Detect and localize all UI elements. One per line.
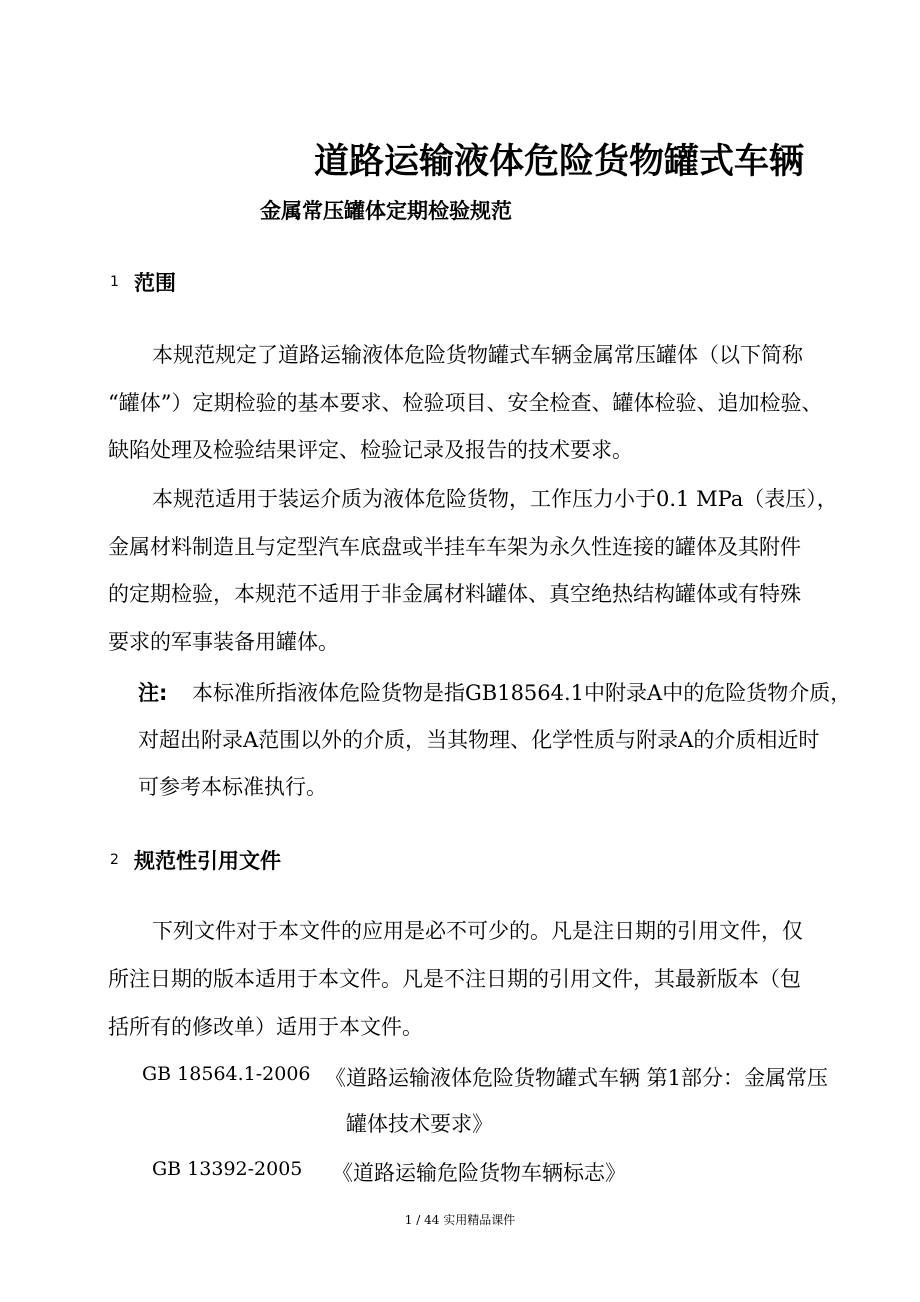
section-1-para2-line2: 金属材料制造且与定型汽车底盘或半挂车车架为永久性连接的罐体及其附件 — [108, 535, 801, 559]
section-1-para1-line3: 缺陷处理及检验结果评定、检验记录及报告的技术要求。 — [108, 438, 633, 462]
document-subtitle: 金属常压罐体定期检验规范 — [260, 199, 512, 223]
ref-1-name-line1: 《道路运输液体危险货物罐式车辆 第1部分：金属常压 — [325, 1066, 829, 1090]
section-1-heading: 范围 — [134, 271, 176, 295]
note-line1: 本标准所指液体危险货物是指GB18564.1中附录A中的危险货物介质， — [192, 681, 852, 705]
section-2-number: 2 — [110, 852, 119, 868]
ref-1-code: GB 18564.1-2006 — [142, 1063, 311, 1085]
note-label: 注: — [138, 681, 168, 705]
ref-1-name-line2: 罐体技术要求》 — [346, 1112, 493, 1136]
section-1-para2-line4: 要求的军事装备用罐体。 — [108, 630, 339, 654]
section-2-heading: 规范性引用文件 — [134, 849, 281, 873]
section-2-para1-line1: 下列文件对于本文件的应用是必不可少的。凡是注日期的引用文件，仅 — [152, 919, 803, 943]
ref-2-name: 《道路运输危险货物车辆标志》 — [332, 1161, 626, 1185]
section-2-para1-line3: 括所有的修改单）适用于本文件。 — [108, 1015, 423, 1039]
ref-2-code: GB 13392-2005 — [152, 1158, 303, 1180]
section-1-number: 1 — [110, 274, 119, 290]
document-title: 道路运输液体危险货物罐式车辆 — [314, 142, 805, 182]
section-1-para2-line1: 本规范适用于装运介质为液体危险货物，工作压力小于0.1 MPa（表压）， — [152, 487, 838, 511]
section-1-para1-line2: “罐体”）定期检验的基本要求、检验项目、安全检查、罐体检验、追加检验、 — [108, 391, 823, 415]
note-line3: 可参考本标准执行。 — [138, 775, 327, 799]
section-1-para1-line1: 本规范规定了道路运输液体危险货物罐式车辆金属常压罐体（以下简称 — [152, 343, 803, 367]
note-line2: 对超出附录A范围以外的介质，当其物理、化学性质与附录A的介质相近时 — [138, 728, 820, 752]
section-1-para2-line3: 的定期检验，本规范不适用于非金属材料罐体、真空绝热结构罐体或有特殊 — [108, 582, 801, 606]
section-2-para1-line2: 所注日期的版本适用于本文件。凡是不注日期的引用文件，其最新版本（包 — [108, 967, 801, 991]
page-footer: 1 / 44 实用精品课件 — [404, 1213, 516, 1227]
